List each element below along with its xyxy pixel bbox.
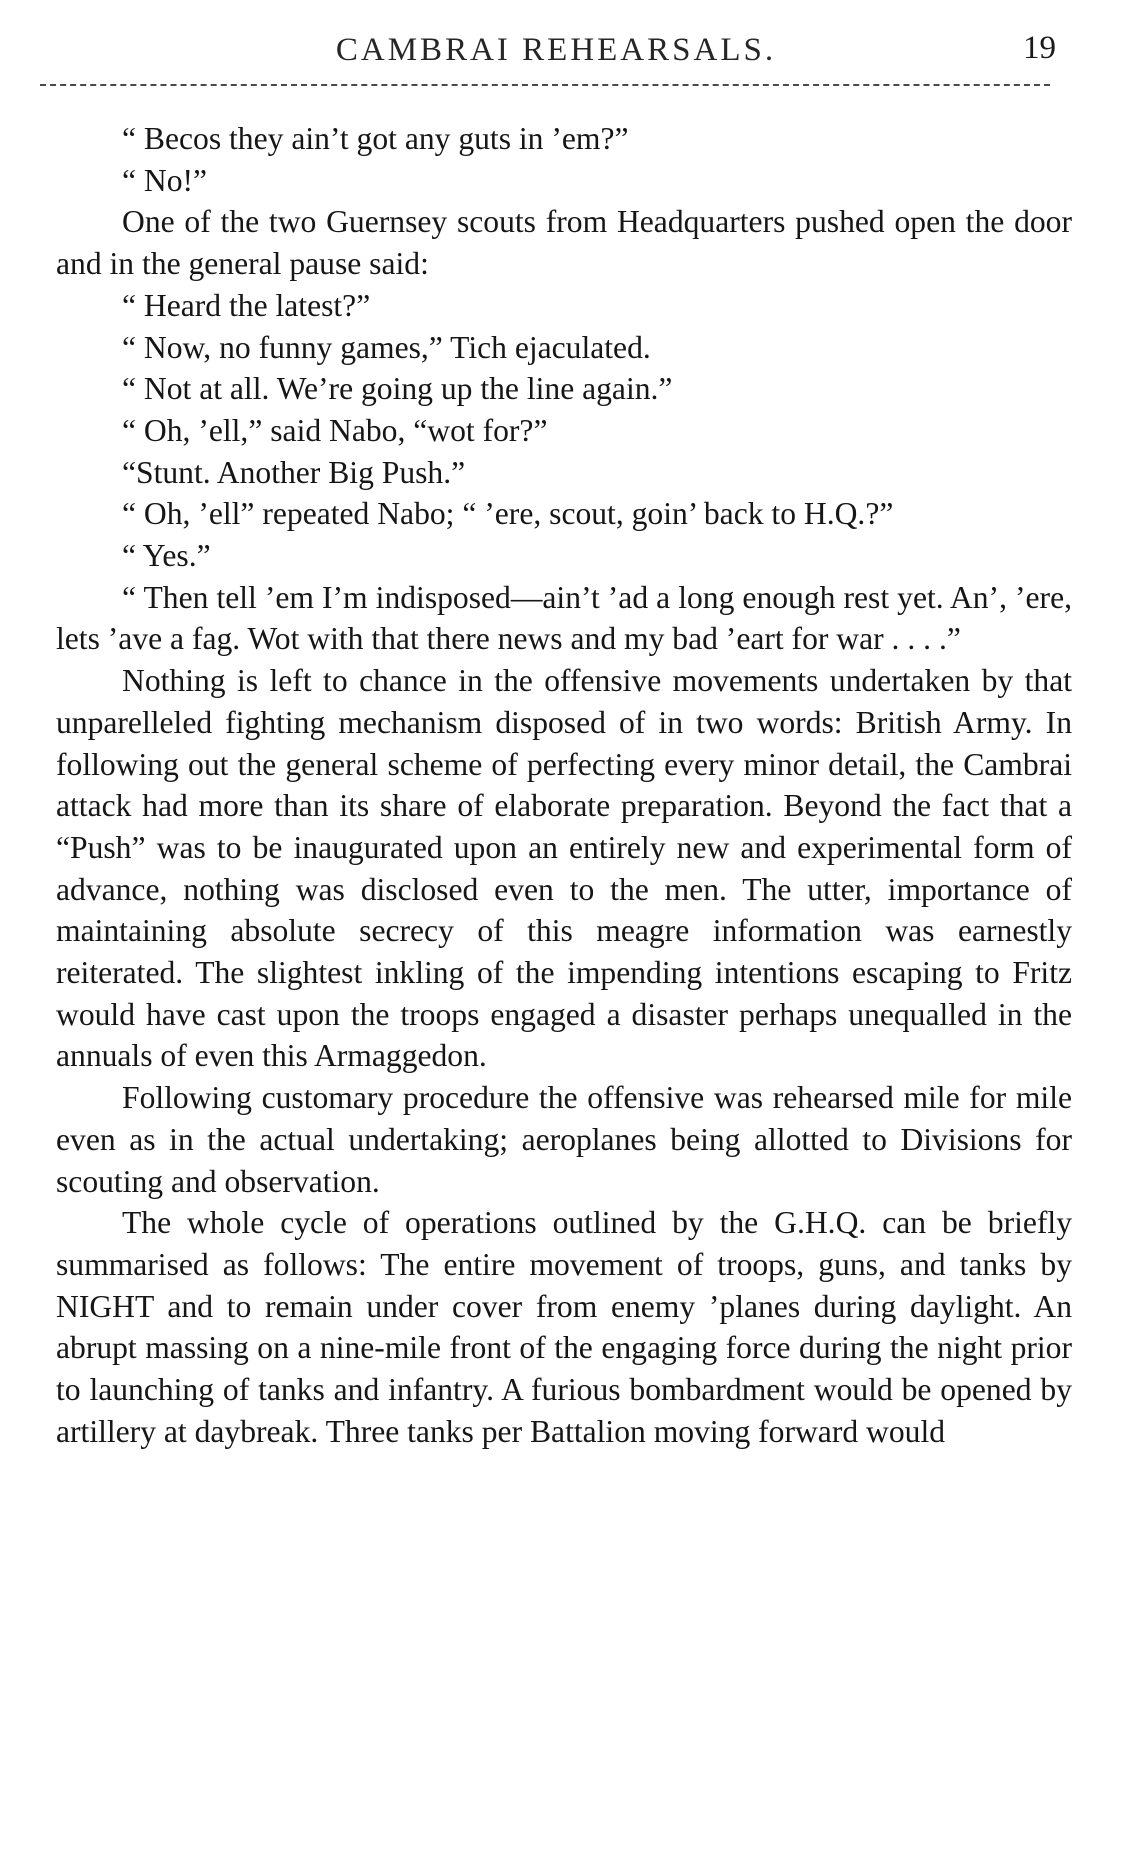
paragraph-dialogue-becos: “ Becos they ain’t got any guts in ’em?” [122,121,629,156]
header-rule [40,84,1050,86]
paragraph-dialogue-latest: “ Heard the latest?” [122,287,371,323]
paragraph-dialogue-line-again: “ Not at all. We’re going up the line again.” [122,371,673,407]
paragraph-customary-procedure: Following customary procedure the offensive was rehearsed mile for mile even as in the actual undertaking; aeroplanes being allotted to Divisions for scouting and observation. [56,1080,1072,1199]
paragraph-nothing-left-to-chance: Nothing is left to chance in the offensive movements undertaken by that unparelleled fighting mechanism disposed of in two words: British Army. In following out the general scheme of perfecting every minor detail, the Cambrai attack had more than its share of elaborate preparation. Beyond the fact that a “Push” was to be inaugurated upon an entirely new and experimental form of advance, nothing was disclosed even to the men. The utter, importance of maintaining absolute secrecy of this meagre information was earnestly reiterated. The slightest inkling of the impending intentions escaping to Fritz would have cast upon the troops engaged a disaster perhaps unequalled in the annuals of even this Armaggedon. [56,663,1072,1074]
paragraph-cycle-of-operations: The whole cycle of operations outlined by the G.H.Q. can be briefly summarised as follows: The entire movement of troops, guns, and tanks by NIGHT and to remain under cover from enemy ’planes during daylight. An abrupt massing on a nine-mile front of the engaging force during the night prior to launching of tanks and infantry. A furious bombardment would be opened by artillery at daybreak. Three tanks per Battalion moving forward would [56,1205,1072,1449]
paragraph-dialogue-no: “ No!” [122,162,208,198]
paragraph-dialogue-hq: “ Oh, ’ell” repeated Nabo; “ ’ere, scout, goin’ back to H.Q.?” [122,496,894,532]
page-header [56,24,1056,74]
page-number: 19 [1023,30,1056,66]
running-title: CAMBRAI REHEARSALS. [335,32,777,68]
paragraph-dialogue-tich: “ Now, no funny games,” Tich ejaculated. [122,329,651,365]
paragraph-dialogue-stunt: “Stunt. Another Big Push.” [122,454,466,490]
paragraph-dialogue-yes: “ Yes.” [122,538,211,574]
paragraph-guernsey-scouts: One of the two Guernsey scouts from Headquarters pushed open the door and in the general pause said: [56,204,1072,282]
paragraph-dialogue-nabo: “ Oh, ’ell,” said Nabo, “wot for?” [122,412,548,448]
paragraph-dialogue-indisposed: “ Then tell ’em I’m indisposed—ain’t ’ad a long enough rest yet. An’, ’ere, lets ’ave a fag. Wot with that there news and my bad ’eart for war . . . .” [56,579,1072,657]
body-text [56,118,1072,1453]
